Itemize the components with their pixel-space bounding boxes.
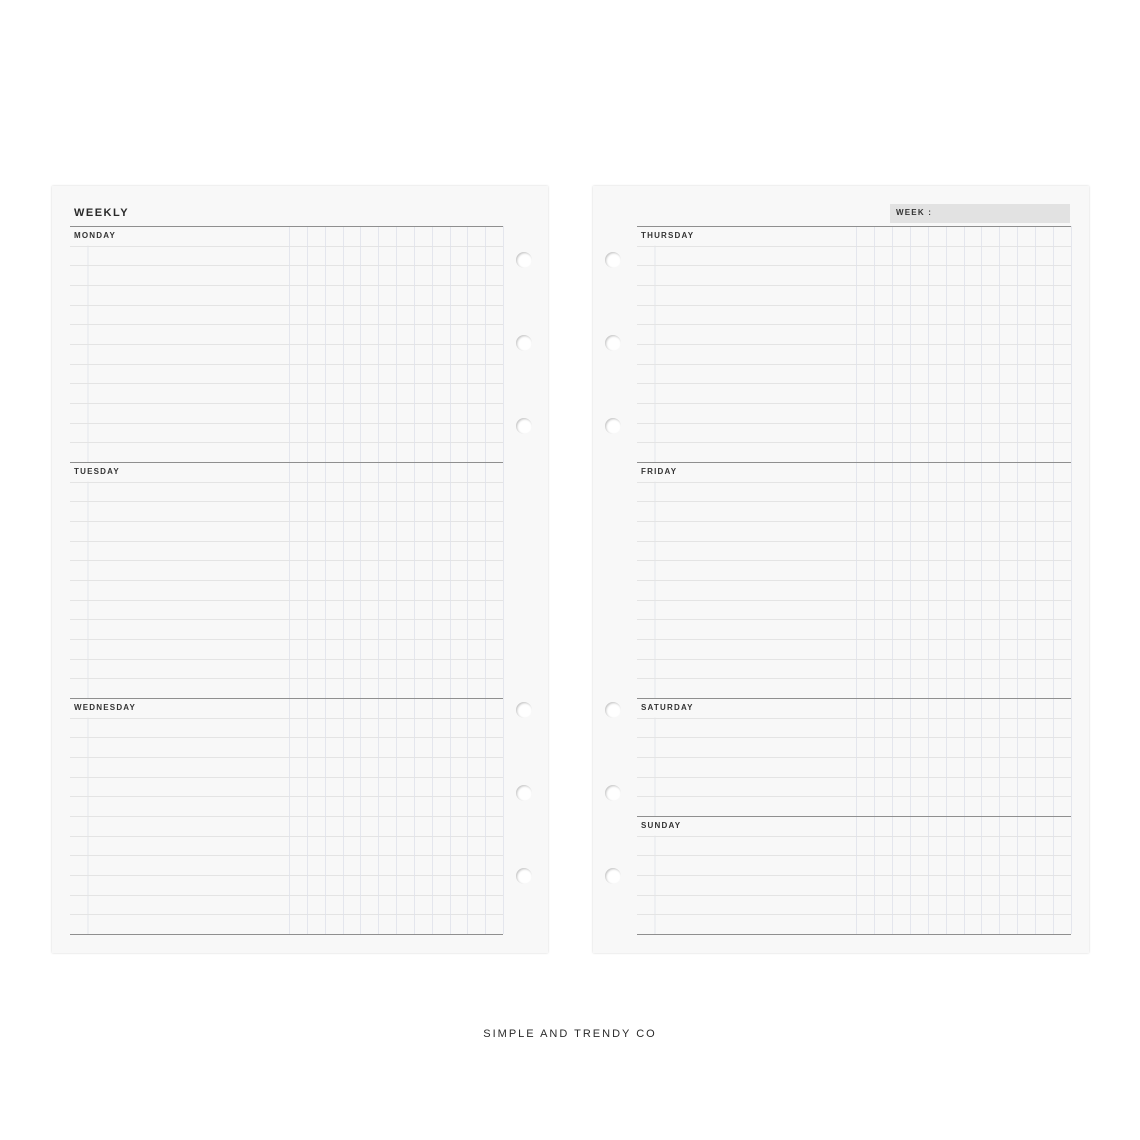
grid-lines (637, 698, 1071, 816)
punch-hole (516, 868, 532, 884)
punch-hole (516, 702, 532, 718)
day-label-monday: MONDAY (74, 231, 119, 240)
day-label-saturday: SATURDAY (641, 703, 697, 712)
punch-hole (605, 418, 621, 434)
day-label-tuesday: TUESDAY (74, 467, 123, 476)
day-section-wednesday (70, 698, 503, 934)
punch-hole (516, 335, 532, 351)
punch-hole (516, 785, 532, 801)
punch-hole (516, 418, 532, 434)
day-section-sunday (637, 816, 1071, 934)
day-section-monday (70, 226, 503, 462)
week-label: WEEK : (896, 208, 933, 217)
right-planner-page (593, 186, 1089, 953)
grid-lines (70, 698, 503, 934)
day-section-thursday (637, 226, 1071, 462)
punch-hole (605, 702, 621, 718)
bottom-rule (637, 934, 1071, 935)
grid-lines (70, 462, 503, 698)
punch-hole (605, 785, 621, 801)
brand-footer: SIMPLE AND TRENDY CO (483, 1028, 657, 1040)
punch-hole (516, 252, 532, 268)
day-section-saturday (637, 698, 1071, 816)
punch-hole (605, 868, 621, 884)
punch-hole (605, 335, 621, 351)
day-label-sunday: SUNDAY (641, 821, 684, 830)
left-planner-page (52, 186, 548, 953)
punch-hole (605, 252, 621, 268)
week-number-field[interactable] (890, 204, 1070, 223)
day-label-friday: FRIDAY (641, 467, 680, 476)
grid-lines (70, 226, 503, 462)
day-section-friday (637, 462, 1071, 698)
bottom-rule (70, 934, 503, 935)
page-title: WEEKLY (74, 207, 130, 219)
day-section-tuesday (70, 462, 503, 698)
grid-lines (637, 462, 1071, 698)
grid-lines (637, 816, 1071, 934)
day-label-wednesday: WEDNESDAY (74, 703, 139, 712)
grid-lines (637, 226, 1071, 462)
day-label-thursday: THURSDAY (641, 231, 697, 240)
